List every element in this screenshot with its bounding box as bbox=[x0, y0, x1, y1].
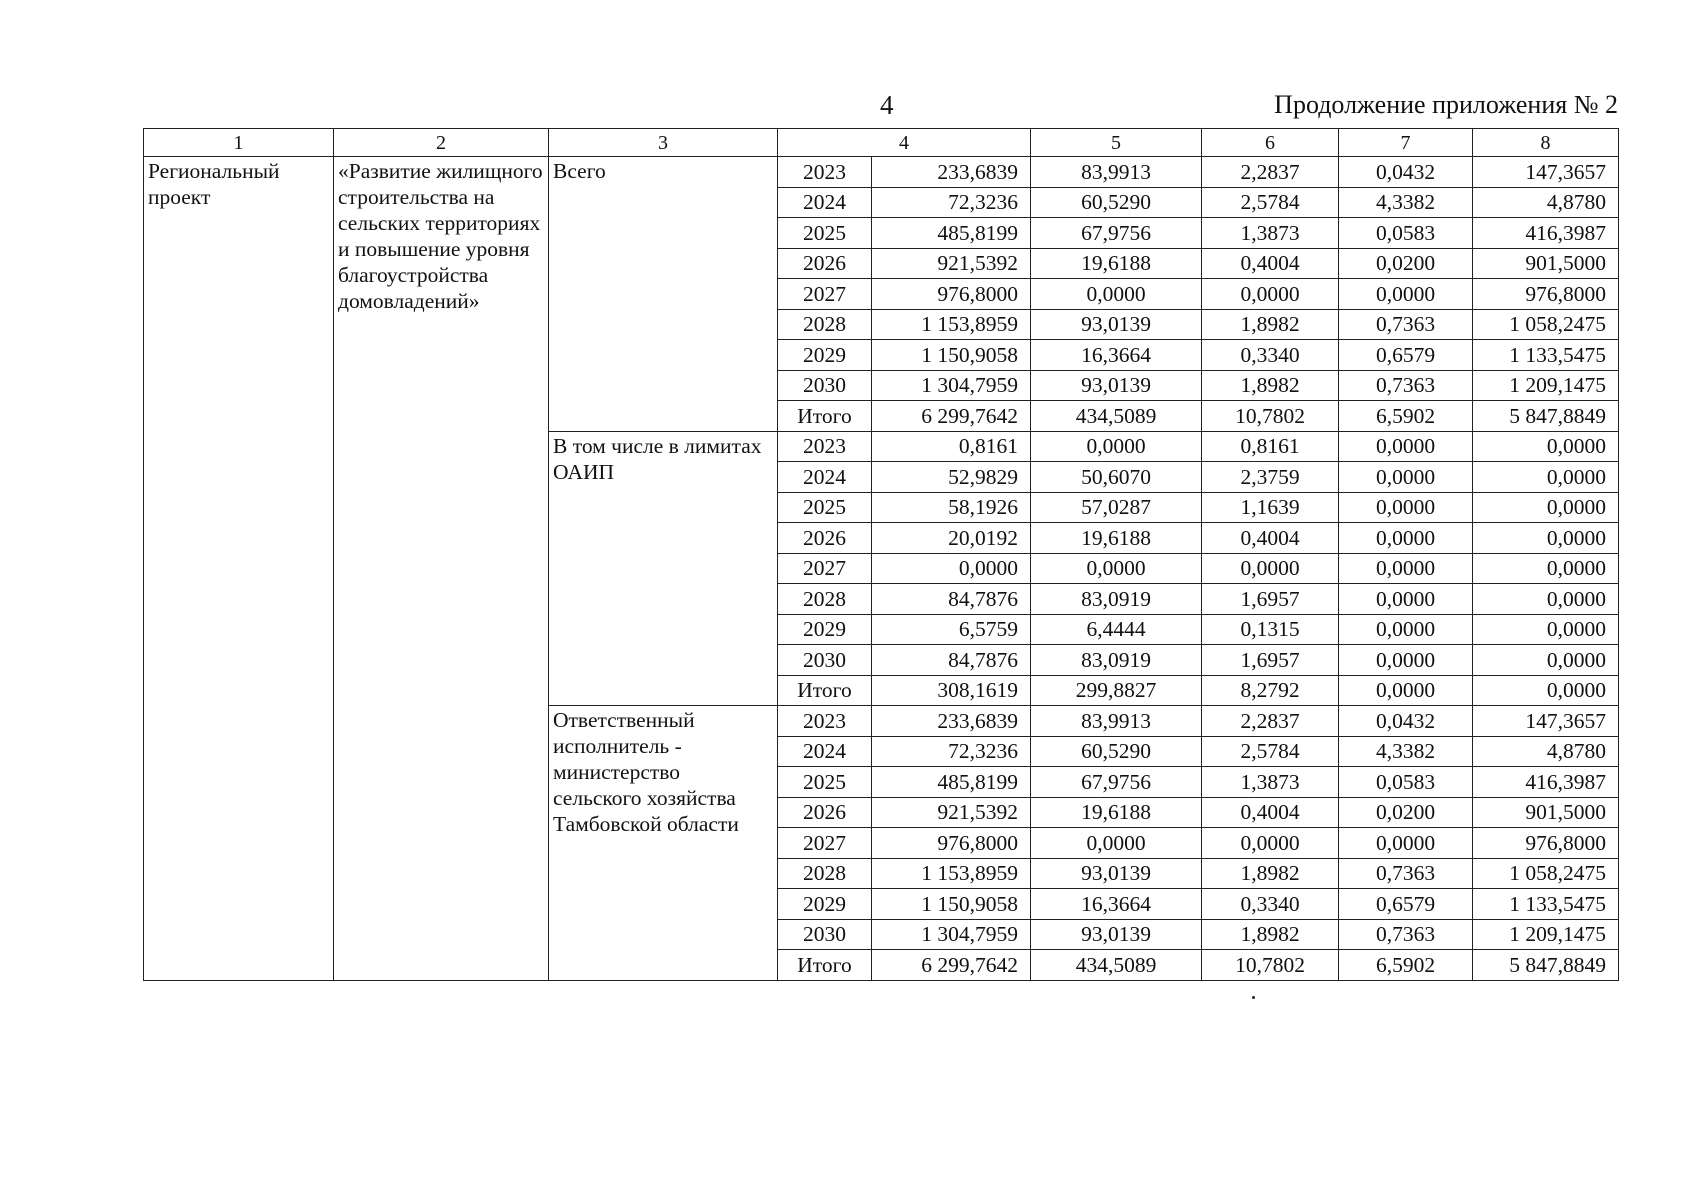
value-cell-col-5: 6,4444 bbox=[1031, 614, 1202, 645]
value-cell-col-7: 0,0432 bbox=[1339, 706, 1473, 737]
value-cell-col-8: 976,8000 bbox=[1473, 828, 1619, 859]
scan-speck bbox=[1252, 996, 1255, 999]
value-cell-col-7: 0,6579 bbox=[1339, 340, 1473, 371]
value-cell-col-7: 0,0200 bbox=[1339, 248, 1473, 279]
value-cell-col-4: 233,6839 bbox=[872, 157, 1031, 188]
value-cell-col-7: 0,0432 bbox=[1339, 157, 1473, 188]
table-row bbox=[144, 157, 1619, 188]
value-cell-col-7: 0,0000 bbox=[1339, 431, 1473, 462]
value-cell-col-8: 5 847,8849 bbox=[1473, 950, 1619, 981]
value-cell-col-8: 147,3657 bbox=[1473, 706, 1619, 737]
value-cell-col-6: 0,1315 bbox=[1202, 614, 1339, 645]
value-cell-col-5: 83,9913 bbox=[1031, 706, 1202, 737]
year-cell: 2030 bbox=[778, 645, 872, 676]
year-cell: Итого bbox=[778, 401, 872, 432]
value-cell-col-6: 1,8982 bbox=[1202, 309, 1339, 340]
value-cell-col-6: 0,8161 bbox=[1202, 431, 1339, 462]
column-header-1: 1 bbox=[144, 129, 334, 157]
value-cell-col-6: 1,6957 bbox=[1202, 645, 1339, 676]
value-cell-col-7: 0,0000 bbox=[1339, 279, 1473, 310]
value-cell-col-4: 84,7876 bbox=[872, 584, 1031, 615]
value-cell-col-6: 0,4004 bbox=[1202, 797, 1339, 828]
value-cell-col-6: 1,6957 bbox=[1202, 584, 1339, 615]
value-cell-col-4: 976,8000 bbox=[872, 279, 1031, 310]
value-cell-col-8: 901,5000 bbox=[1473, 797, 1619, 828]
value-cell-col-8: 0,0000 bbox=[1473, 462, 1619, 493]
value-cell-col-7: 0,7363 bbox=[1339, 919, 1473, 950]
value-cell-col-4: 1 304,7959 bbox=[872, 370, 1031, 401]
value-cell-col-4: 72,3236 bbox=[872, 187, 1031, 218]
column-header-3: 3 bbox=[549, 129, 778, 157]
value-cell-col-6: 0,3340 bbox=[1202, 889, 1339, 920]
value-cell-col-7: 0,0000 bbox=[1339, 828, 1473, 859]
value-cell-col-8: 5 847,8849 bbox=[1473, 401, 1619, 432]
year-cell: 2028 bbox=[778, 858, 872, 889]
value-cell-col-6: 2,2837 bbox=[1202, 157, 1339, 188]
value-cell-col-5: 83,9913 bbox=[1031, 157, 1202, 188]
year-cell: 2029 bbox=[778, 889, 872, 920]
value-cell-col-6: 10,7802 bbox=[1202, 401, 1339, 432]
year-cell: 2029 bbox=[778, 340, 872, 371]
year-cell: 2025 bbox=[778, 218, 872, 249]
value-cell-col-5: 0,0000 bbox=[1031, 828, 1202, 859]
value-cell-col-8: 0,0000 bbox=[1473, 614, 1619, 645]
value-cell-col-4: 0,0000 bbox=[872, 553, 1031, 584]
value-cell-col-5: 16,3664 bbox=[1031, 889, 1202, 920]
value-cell-col-8: 147,3657 bbox=[1473, 157, 1619, 188]
value-cell-col-7: 0,0000 bbox=[1339, 645, 1473, 676]
value-cell-col-4: 921,5392 bbox=[872, 248, 1031, 279]
year-cell: 2027 bbox=[778, 279, 872, 310]
value-cell-col-8: 1 133,5475 bbox=[1473, 889, 1619, 920]
value-cell-col-5: 67,9756 bbox=[1031, 218, 1202, 249]
year-cell: 2023 bbox=[778, 157, 872, 188]
value-cell-col-4: 6 299,7642 bbox=[872, 950, 1031, 981]
value-cell-col-4: 0,8161 bbox=[872, 431, 1031, 462]
year-cell: 2029 bbox=[778, 614, 872, 645]
value-cell-col-4: 84,7876 bbox=[872, 645, 1031, 676]
value-cell-col-5: 60,5290 bbox=[1031, 736, 1202, 767]
value-cell-col-7: 0,0000 bbox=[1339, 462, 1473, 493]
value-cell-col-5: 83,0919 bbox=[1031, 645, 1202, 676]
value-cell-col-6: 0,3340 bbox=[1202, 340, 1339, 371]
value-cell-col-5: 93,0139 bbox=[1031, 370, 1202, 401]
value-cell-col-6: 2,3759 bbox=[1202, 462, 1339, 493]
year-cell: 2024 bbox=[778, 736, 872, 767]
value-cell-col-8: 901,5000 bbox=[1473, 248, 1619, 279]
value-cell-col-5: 83,0919 bbox=[1031, 584, 1202, 615]
value-cell-col-7: 0,0200 bbox=[1339, 797, 1473, 828]
value-cell-col-5: 16,3664 bbox=[1031, 340, 1202, 371]
value-cell-col-7: 0,0583 bbox=[1339, 767, 1473, 798]
value-cell-col-5: 50,6070 bbox=[1031, 462, 1202, 493]
value-cell-col-5: 299,8827 bbox=[1031, 675, 1202, 706]
value-cell-col-5: 434,5089 bbox=[1031, 950, 1202, 981]
column-header-8: 8 bbox=[1473, 129, 1619, 157]
appendix-continuation-caption: Продолжение приложения № 2 bbox=[1274, 90, 1618, 119]
value-cell-col-7: 6,5902 bbox=[1339, 950, 1473, 981]
value-cell-col-4: 1 150,9058 bbox=[872, 340, 1031, 371]
value-cell-col-4: 58,1926 bbox=[872, 492, 1031, 523]
value-cell-col-4: 308,1619 bbox=[872, 675, 1031, 706]
value-cell-col-8: 0,0000 bbox=[1473, 675, 1619, 706]
value-cell-col-6: 1,1639 bbox=[1202, 492, 1339, 523]
funding-source-cell: Ответственный исполнитель - министерство сельского хозяйства Тамбовской области bbox=[549, 706, 778, 981]
value-cell-col-7: 6,5902 bbox=[1339, 401, 1473, 432]
year-cell: 2027 bbox=[778, 828, 872, 859]
value-cell-col-8: 1 133,5475 bbox=[1473, 340, 1619, 371]
value-cell-col-4: 20,0192 bbox=[872, 523, 1031, 554]
value-cell-col-5: 0,0000 bbox=[1031, 279, 1202, 310]
value-cell-col-8: 976,8000 bbox=[1473, 279, 1619, 310]
year-cell: 2023 bbox=[778, 706, 872, 737]
value-cell-col-5: 0,0000 bbox=[1031, 431, 1202, 462]
page-number: 4 bbox=[880, 90, 894, 120]
value-cell-col-4: 72,3236 bbox=[872, 736, 1031, 767]
value-cell-col-5: 0,0000 bbox=[1031, 553, 1202, 584]
value-cell-col-8: 416,3987 bbox=[1473, 767, 1619, 798]
value-cell-col-7: 0,7363 bbox=[1339, 858, 1473, 889]
value-cell-col-8: 0,0000 bbox=[1473, 523, 1619, 554]
value-cell-col-7: 4,3382 bbox=[1339, 187, 1473, 218]
value-cell-col-5: 19,6188 bbox=[1031, 523, 1202, 554]
value-cell-col-6: 0,4004 bbox=[1202, 523, 1339, 554]
value-cell-col-8: 4,8780 bbox=[1473, 736, 1619, 767]
value-cell-col-4: 1 304,7959 bbox=[872, 919, 1031, 950]
year-cell: 2028 bbox=[778, 309, 872, 340]
value-cell-col-5: 93,0139 bbox=[1031, 919, 1202, 950]
value-cell-col-6: 1,8982 bbox=[1202, 370, 1339, 401]
year-cell: 2024 bbox=[778, 462, 872, 493]
value-cell-col-7: 0,0583 bbox=[1339, 218, 1473, 249]
year-cell: 2026 bbox=[778, 248, 872, 279]
value-cell-col-4: 976,8000 bbox=[872, 828, 1031, 859]
value-cell-col-8: 416,3987 bbox=[1473, 218, 1619, 249]
value-cell-col-4: 52,9829 bbox=[872, 462, 1031, 493]
year-cell: 2030 bbox=[778, 370, 872, 401]
value-cell-col-7: 0,0000 bbox=[1339, 492, 1473, 523]
value-cell-col-8: 0,0000 bbox=[1473, 431, 1619, 462]
value-cell-col-4: 233,6839 bbox=[872, 706, 1031, 737]
value-cell-col-8: 1 209,1475 bbox=[1473, 919, 1619, 950]
column-header-4: 4 bbox=[778, 129, 1031, 157]
value-cell-col-6: 2,5784 bbox=[1202, 736, 1339, 767]
value-cell-col-6: 0,0000 bbox=[1202, 828, 1339, 859]
value-cell-col-7: 0,7363 bbox=[1339, 370, 1473, 401]
value-cell-col-7: 0,6579 bbox=[1339, 889, 1473, 920]
value-cell-col-6: 1,8982 bbox=[1202, 919, 1339, 950]
value-cell-col-7: 0,0000 bbox=[1339, 553, 1473, 584]
value-cell-col-6: 0,0000 bbox=[1202, 279, 1339, 310]
value-cell-col-6: 0,0000 bbox=[1202, 553, 1339, 584]
year-cell: 2024 bbox=[778, 187, 872, 218]
project-type-cell: Региональный проект bbox=[144, 157, 334, 981]
value-cell-col-5: 19,6188 bbox=[1031, 797, 1202, 828]
value-cell-col-7: 0,0000 bbox=[1339, 675, 1473, 706]
value-cell-col-5: 434,5089 bbox=[1031, 401, 1202, 432]
year-cell: 2028 bbox=[778, 584, 872, 615]
value-cell-col-4: 921,5392 bbox=[872, 797, 1031, 828]
value-cell-col-7: 4,3382 bbox=[1339, 736, 1473, 767]
year-cell: 2026 bbox=[778, 523, 872, 554]
value-cell-col-4: 6,5759 bbox=[872, 614, 1031, 645]
value-cell-col-8: 0,0000 bbox=[1473, 584, 1619, 615]
value-cell-col-8: 0,0000 bbox=[1473, 492, 1619, 523]
year-cell: Итого bbox=[778, 675, 872, 706]
year-cell: 2030 bbox=[778, 919, 872, 950]
value-cell-col-5: 93,0139 bbox=[1031, 309, 1202, 340]
value-cell-col-5: 67,9756 bbox=[1031, 767, 1202, 798]
project-name-cell: «Развитие жилищного строительства на сельских территориях и повышение уровня благоустройства домовладений» bbox=[334, 157, 549, 981]
column-header-5: 5 bbox=[1031, 129, 1202, 157]
value-cell-col-8: 1 209,1475 bbox=[1473, 370, 1619, 401]
value-cell-col-7: 0,0000 bbox=[1339, 523, 1473, 554]
value-cell-col-4: 1 150,9058 bbox=[872, 889, 1031, 920]
year-cell: 2025 bbox=[778, 767, 872, 798]
year-cell: 2027 bbox=[778, 553, 872, 584]
value-cell-col-6: 1,3873 bbox=[1202, 218, 1339, 249]
value-cell-col-6: 1,3873 bbox=[1202, 767, 1339, 798]
value-cell-col-6: 0,4004 bbox=[1202, 248, 1339, 279]
value-cell-col-5: 19,6188 bbox=[1031, 248, 1202, 279]
year-cell: 2026 bbox=[778, 797, 872, 828]
value-cell-col-5: 60,5290 bbox=[1031, 187, 1202, 218]
year-cell: 2023 bbox=[778, 431, 872, 462]
value-cell-col-7: 0,0000 bbox=[1339, 584, 1473, 615]
value-cell-col-6: 10,7802 bbox=[1202, 950, 1339, 981]
year-cell: 2025 bbox=[778, 492, 872, 523]
value-cell-col-8: 0,0000 bbox=[1473, 645, 1619, 676]
value-cell-col-6: 2,5784 bbox=[1202, 187, 1339, 218]
column-header-2: 2 bbox=[334, 129, 549, 157]
value-cell-col-8: 0,0000 bbox=[1473, 553, 1619, 584]
value-cell-col-4: 485,8199 bbox=[872, 218, 1031, 249]
value-cell-col-4: 6 299,7642 bbox=[872, 401, 1031, 432]
value-cell-col-5: 93,0139 bbox=[1031, 858, 1202, 889]
budget-table bbox=[143, 128, 1619, 981]
value-cell-col-4: 1 153,8959 bbox=[872, 309, 1031, 340]
year-cell: Итого bbox=[778, 950, 872, 981]
column-header-6: 6 bbox=[1202, 129, 1339, 157]
value-cell-col-4: 485,8199 bbox=[872, 767, 1031, 798]
value-cell-col-4: 1 153,8959 bbox=[872, 858, 1031, 889]
funding-source-cell: В том числе в лимитах ОАИП bbox=[549, 431, 778, 706]
value-cell-col-6: 8,2792 bbox=[1202, 675, 1339, 706]
funding-source-cell: Всего bbox=[549, 157, 778, 432]
value-cell-col-6: 2,2837 bbox=[1202, 706, 1339, 737]
value-cell-col-8: 1 058,2475 bbox=[1473, 309, 1619, 340]
value-cell-col-8: 1 058,2475 bbox=[1473, 858, 1619, 889]
column-header-7: 7 bbox=[1339, 129, 1473, 157]
value-cell-col-7: 0,0000 bbox=[1339, 614, 1473, 645]
column-number-row bbox=[144, 129, 1619, 157]
value-cell-col-6: 1,8982 bbox=[1202, 858, 1339, 889]
value-cell-col-7: 0,7363 bbox=[1339, 309, 1473, 340]
value-cell-col-8: 4,8780 bbox=[1473, 187, 1619, 218]
value-cell-col-5: 57,0287 bbox=[1031, 492, 1202, 523]
